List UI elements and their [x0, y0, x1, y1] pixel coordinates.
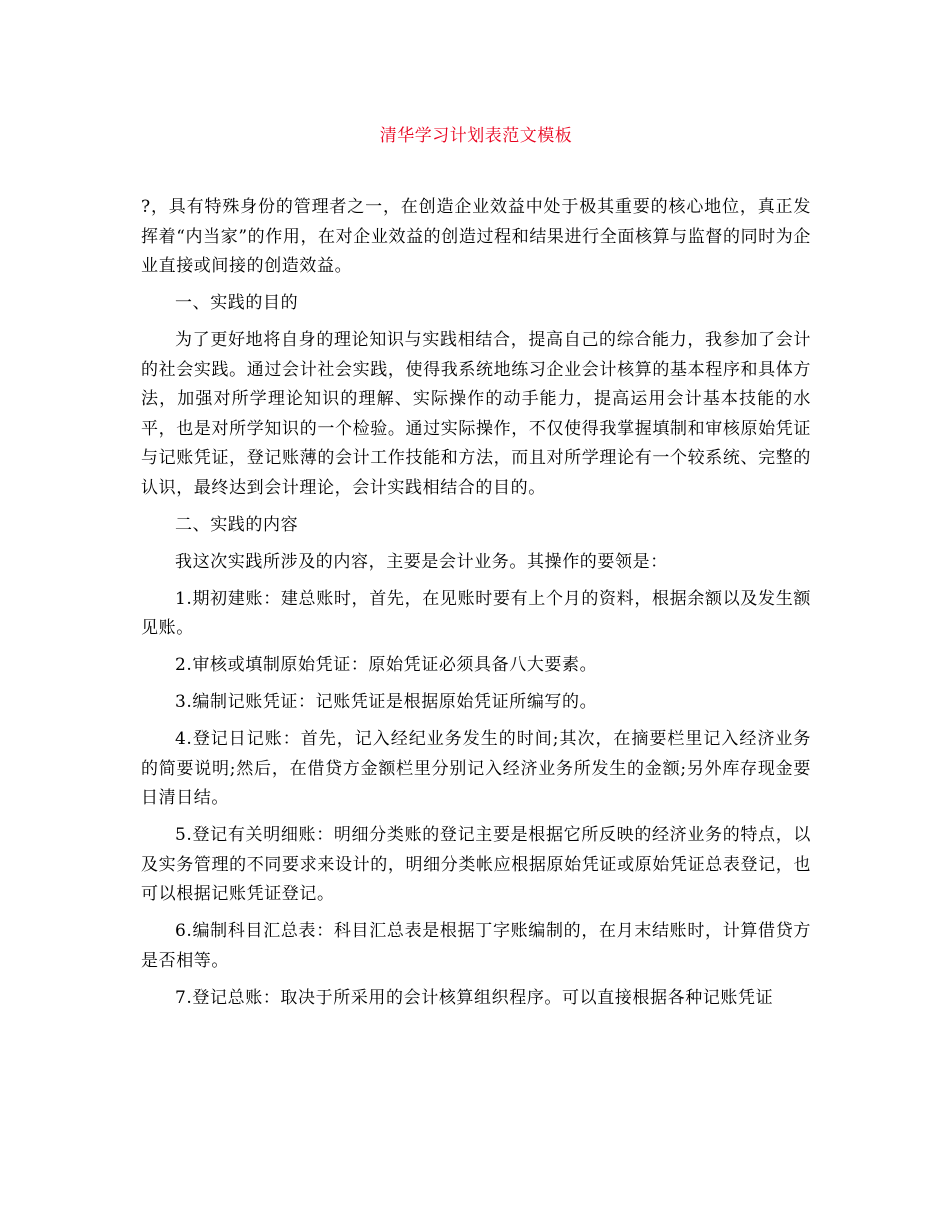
- paragraph-purpose: 为了更好地将自身的理论知识与实践相结合，提高自己的综合能力，我参加了会计的社会实践。通过会计社会实践，使得我系统地练习企业会计核算的基本程序和具体方法，加强对所学理论知识的理解、实际操作的动手能力，提高运用会计基本技能的水平，也是对所学知识的一个检验。通过实际操作，不仅使得我掌握填制和审核原始凭证与记账凭证，登记账薄的会计工作技能和方法，而且对所学理论有一个较系统、完整的认识，最终达到会计理论，会计实践相结合的目的。: [141, 330, 811, 498]
- paragraph-content-intro: 我这次实践所涉及的内容，主要是会计业务。其操作的要领是：: [175, 551, 668, 572]
- list-item-4: 4.登记日记账：首先，记入经纪业务发生的时间;其次，在摘要栏里记入经济业务的简要说明;然后，在借贷方金额栏里分别记入经济业务所发生的金额;另外库存现金要日清日结。: [141, 729, 811, 808]
- list-item-1: 1.期初建账：建总账时，首先，在见账时要有上个月的资料，根据余额以及发生额见账。: [141, 588, 811, 638]
- list-item-5: 5.登记有关明细账：明细分类账的登记主要是根据它所反映的经济业务的特点，以及实务管理的不同要求来设计的，明细分类帐应根据原始凭证或原始凭证总表登记，也可以根据记账凭证登记。: [141, 825, 811, 904]
- list-item-3: 3.编制记账凭证：记账凭证是根据原始凭证所编写的。: [175, 692, 598, 712]
- section-heading-content: 二、实践的内容: [175, 514, 299, 535]
- section-heading-purpose: 一、实践的目的: [175, 293, 299, 313]
- list-item-2: 2.审核或填制原始凭证：原始凭证必须具备八大要素。: [175, 655, 598, 675]
- document-title: 清华学习计划表范文模板: [379, 126, 573, 146]
- list-item-6: 6.编制科目汇总表：科目汇总表是根据丁字账编制的，在月末结账时，计算借贷方是否相等。: [141, 921, 811, 971]
- list-item-7: 7.登记总账：取决于所采用的会计核算组织程序。可以直接根据各种记账凭证: [175, 987, 774, 1008]
- document-body: [141, 193, 811, 1021]
- paragraph-intro: ?，具有特殊身份的管理者之一，在创造企业效益中处于极其重要的核心地位，真正发挥着“内当家”的作用，在对企业效益的创造过程和结果进行全面核算与监督的同时为企业直接或间接的创造效益。: [141, 197, 811, 276]
